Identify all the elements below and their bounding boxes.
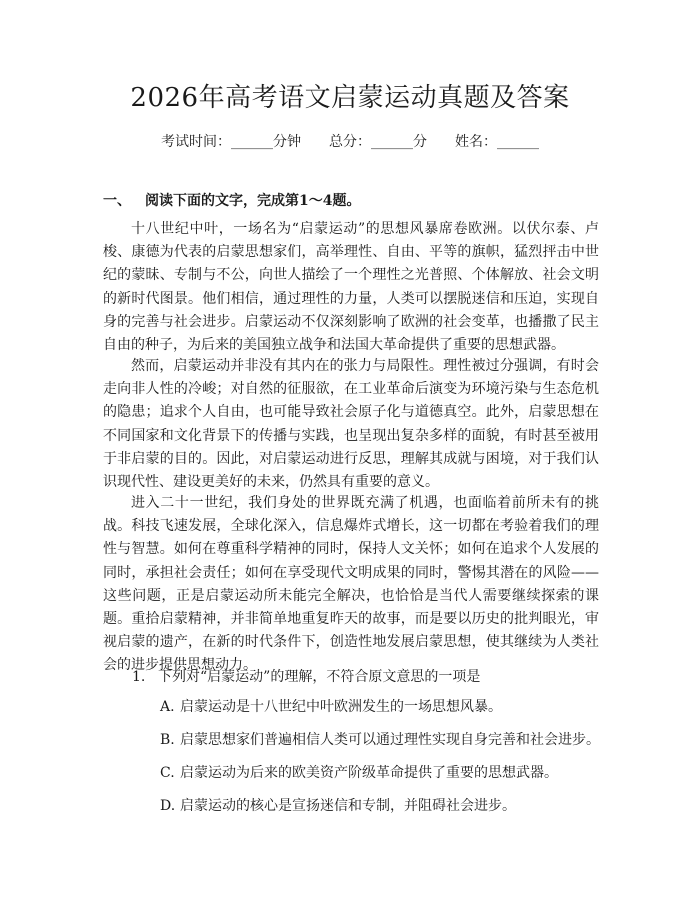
option-b [160, 729, 600, 751]
question-text: 下列对“启蒙运动”的理解，不符合原文意思的一项是 [158, 669, 481, 685]
section-number: 一、 [103, 193, 131, 209]
page-title: 2026年高考语文启蒙运动真题及答案 [130, 83, 570, 113]
option-text: 启蒙思想家们普遍相信人类可以通过理性实现自身完善和社会进步。 [180, 732, 600, 748]
section-instruction: 阅读下面的文字，完成第1～4题。 [145, 193, 361, 209]
reading-paragraph-2: 然而，启蒙运动并非没有其内在的张力与局限性。理性被过分强调，有时会走向非人性的冷峻；对自然的征服欲，在工业革命后演变为环境污染与生态危机的隐患；追求个人自由，也可能导致社会原子化与道德真空。此外，启蒙思想在不同国家和文化背景下的传播与实践，也呈现出复杂多样的面貌，有时甚至被用于非启蒙的目的。因此，对启蒙运动进行反思，理解其成就与困境，对于我们认识现代性、建设更美好的未来，仍然具有重要的意义。 [103, 358, 599, 491]
option-letter: A. [160, 699, 175, 715]
exam-meta-line [0, 131, 700, 153]
option-a [160, 696, 502, 718]
student-name-field: 姓名：______ [455, 134, 539, 150]
section-heading [103, 190, 360, 212]
option-text: 启蒙运动是十八世纪中叶欧洲发生的一场思想风暴。 [180, 699, 502, 715]
option-text: 启蒙运动的核心是宣扬迷信和专制，并阻碍社会进步。 [180, 798, 516, 814]
option-letter: D. [160, 798, 176, 814]
question-number: 1. [132, 669, 146, 685]
option-d [160, 795, 516, 817]
total-score-field: 总分：______分 [329, 134, 427, 150]
reading-paragraph-1: 十八世纪中叶，一场名为“启蒙运动”的思想风暴席卷欧洲。以伏尔泰、卢梭、康德为代表的启蒙思想家们，高举理性、自由、平等的旗帜，猛烈抨击中世纪的蒙昧、专制与不公，向世人描绘了一个理性之光普照、个体解放、社会文明的新时代图景。他们相信，通过理性的力量，人类可以摆脱迷信和压迫，实现自身的完善与社会进步。启蒙运动不仅深刻影响了欧洲的社会变革，也播撒了民主自由的种子，为后来的美国独立战争和法国大革命提供了重要的思想武器。 [103, 221, 599, 354]
exam-time-field: 考试时间：______分钟 [161, 134, 301, 150]
question-1-stem [132, 666, 480, 688]
option-c [160, 762, 558, 784]
option-text: 启蒙运动为后来的欧美资产阶级革命提供了重要的思想武器。 [180, 765, 558, 781]
option-letter: B. [160, 732, 175, 748]
option-letter: C. [160, 765, 175, 781]
reading-paragraph-3: 进入二十一世纪，我们身处的世界既充满了机遇，也面临着前所未有的挑战。科技飞速发展，全球化深入，信息爆炸式增长，这一切都在考验着我们的理性与智慧。如何在尊重科学精神的同时，保持人文关怀；如何在追求个人发展的同时，承担社会责任；如何在享受现代文明成果的同时，警惕其潜在的风险——这些问题，正是启蒙运动所未能完全解决，也恰恰是当代人需要继续探索的课题。重拾启蒙精神，并非简单地重复昨天的故事，而是要以历史的批判眼光，审视启蒙的遗产，在新的时代条件下，创造性地发展启蒙思想，使其继续为人类社会的进步提供思想动力。 [103, 495, 599, 674]
